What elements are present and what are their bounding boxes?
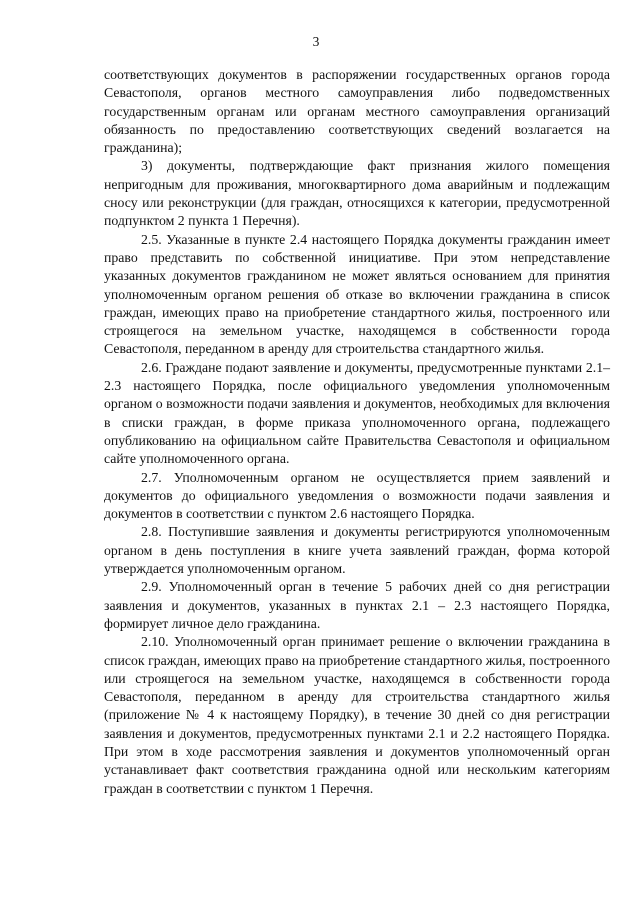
paragraph-2-6: 2.6. Граждане подают заявление и документы, предусмотренные пунктами 2.1–2.3 настоящего Порядка, после официального уведомления уполномоченным органом о возможности подачи заявления и документов, необходимых для включения в списки граждан, в форме приказа уполномоченного органа, подлежащего опубликованию на официальном сайте Правительства Севастополя и официальном сайте уполномоченного органа. [104,359,610,467]
paragraph-item-3: 3) документы, подтверждающие факт признания жилого помещения непригодным для проживания, многоквартирного дома аварийным и подлежащим сносу или реконструкции (для граждан, относящихся к категории, предусмотренной подпунктом 2 пункта 1 Перечня). [104,158,610,229]
paragraph-2-5: 2.5. Указанные в пункте 2.4 настоящего Порядка документы гражданин имеет право представить по собственной инициативе. При этом непредставление указанных документов гражданином не может являться основанием для принятия уполномоченным органом решения об отказе во включении гражданина в список граждан, имеющих право на приобретение стандартного жилья, построенного или строящегося на земельном участке, находящемся в собственности города Севастополя, переданном в аренду для строительства стандартного жилья. [104,231,610,357]
paragraph-2-9: 2.9. Уполномоченный орган в течение 5 рабочих дней со дня регистрации заявления и документов, указанных в пунктах 2.1 – 2.3 настоящего Порядка, формирует личное дело гражданина. [104,579,610,631]
paragraph-2-8: 2.8. Поступившие заявления и документы регистрируются уполномоченным органом в день поступления в книге учета заявлений граждан, форма которой утверждается уполномоченным органом. [104,524,610,577]
paragraph-2-10: 2.10. Уполномоченный орган принимает решение о включении гражданина в список граждан, имеющих право на приобретение стандартного жилья, построенного или строящегося на земельном участке, находящемся в собственности города Севастополя, переданном в аренду для строительства стандартного жилья (приложение № 4 к настоящему Порядку), в течение 30 дней со дня регистрации заявления и документов, предусмотренных пунктами 2.1 и 2.2 настоящего Порядка. При этом в ходе рассмотрения заявления и документов уполномоченный орган устанавливает факт соответствия гражданина одной или нескольким категориям граждан в соответствии с пунктом 1 Перечня. [104,634,610,796]
page-number: 3 [312,34,320,49]
document-body [104,66,610,798]
paragraph-2-7: 2.7. Уполномоченным органом не осуществляется прием заявлений и документов до официального уведомления о возможности подачи заявления и документов в соответствии с пунктом 2.6 настоящего Порядка. [104,469,610,522]
paragraph-continuation: соответствующих документов в распоряжении государственных органов города Севастополя, органов местного самоуправления либо подведомственных государственным органам или органам местного самоуправления организаций обязанность по предоставлению соответствующих сведений возлагается на гражданина); [104,67,610,156]
